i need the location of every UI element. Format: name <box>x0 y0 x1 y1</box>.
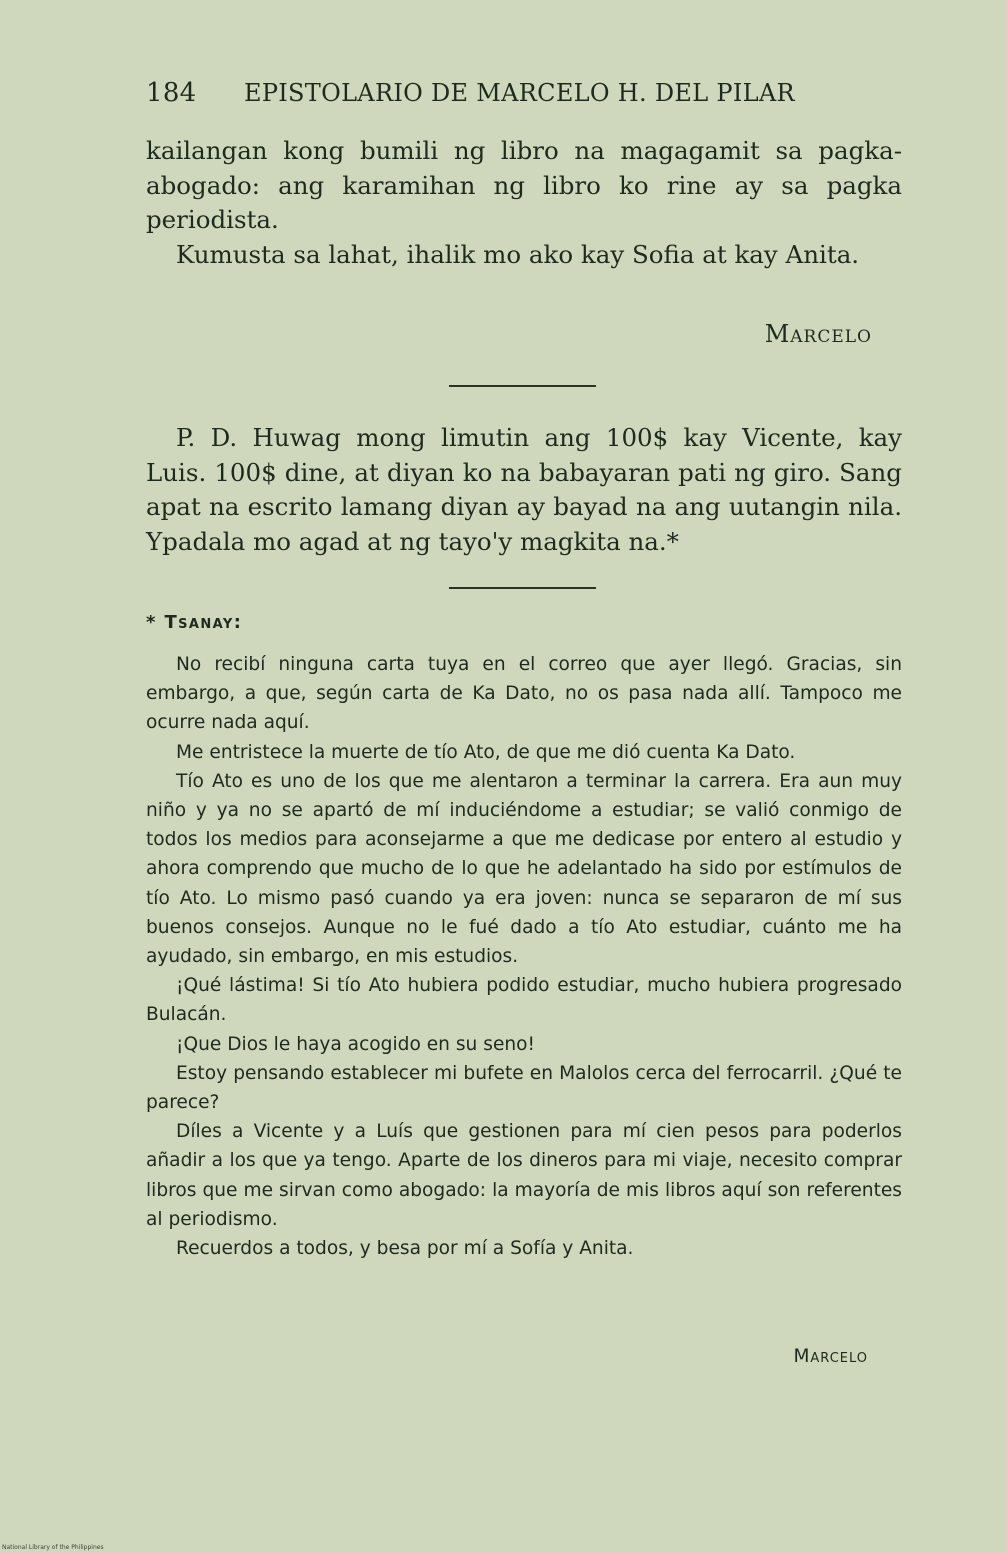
footnote-paragraph: Me entristece la muerte de tío Ato, de que me dió cuenta Ka Dato. <box>176 741 796 763</box>
postscript <box>146 421 902 559</box>
letter-paragraph: Kumusta sa lahat, ihalik mo ako kay Sofia at kay Anita. <box>176 239 860 269</box>
footnote-body <box>146 650 902 1263</box>
footnote-paragraph: No recibí ninguna carta tuya en el correo que ayer llegó. Gracias, sin embargo, a que, según carta de Ka Dato, no os pasa nada allí. Tampoco me ocurre nada aquí. <box>146 654 902 734</box>
library-credit: National Library of the Philippines <box>2 1544 104 1551</box>
footnote-paragraph: Recuerdos a todos, y besa por mí a Sofía y Anita. <box>176 1238 634 1260</box>
footnote-label: * Tsanay: <box>146 612 243 633</box>
footnote-signature: Marcelo <box>793 1346 868 1367</box>
footnote-paragraph: Estoy pensando establecer mi bufete en Malolos cerca del ferrocarril. ¿Qué te parece? <box>146 1062 902 1114</box>
running-header <box>146 78 906 108</box>
footnote-paragraph: Díles a Vicente y a Luís que gestionen para mí cien pesos para poderlos añadir a los que ya tengo. Aparte de los dineros para mi viaje, necesito comprar libros que me sirvan como abogado: la mayoría de mis libros aquí son referentes al periodismo. <box>146 1121 902 1230</box>
letter-signature: Marcelo <box>764 320 872 348</box>
postscript-text: P. D. Huwag mong limutin ang 100$ kay Vicente, kay Luis. 100$ dine, at diyan ko na babayaran pati ng giro. Sang apat na escrito lamang diyan ay bayad na ang uutangin nila. Ypadala mo agad at ng tayo'y magkita na.* <box>146 423 902 556</box>
section-divider <box>449 385 596 387</box>
footnote-paragraph: ¡Qué lástima! Si tío Ato hubiera podido estudiar, mucho hubiera progresado Bulacán. <box>146 975 902 1026</box>
page-number: 184 <box>146 78 197 108</box>
footnote-divider <box>449 587 596 589</box>
footnote-paragraph: Tío Ato es uno de los que me alentaron a terminar la carrera. Era aun muy niño y ya no se apartó de mí induciéndome a estudiar; se valió conmigo de todos los medios para aconsejarme a que me dedicase por entero al estudio y ahora comprendo que mucho de lo que he adelantado ha sido por estímulos de tío Ato. Lo mismo pasó cuando ya era joven: nunca se separaron de mí sus buenos consejos. Aunque no le fué dado a tío Ato estudiar, cuánto me ha ayudado, sin embargo, en mis estudios. <box>146 770 902 968</box>
letter-body <box>146 134 902 272</box>
footnote-paragraph: ¡Que Dios le haya acogido en su seno! <box>176 1033 535 1055</box>
letter-paragraph: kailangan kong bumili ng libro na magagamit sa pagka-abogado: ang karamihan ng libro ko rine ay sa pagka periodista. <box>146 136 902 235</box>
running-title: EPISTOLARIO DE MARCELO H. DEL PILAR <box>244 79 795 107</box>
